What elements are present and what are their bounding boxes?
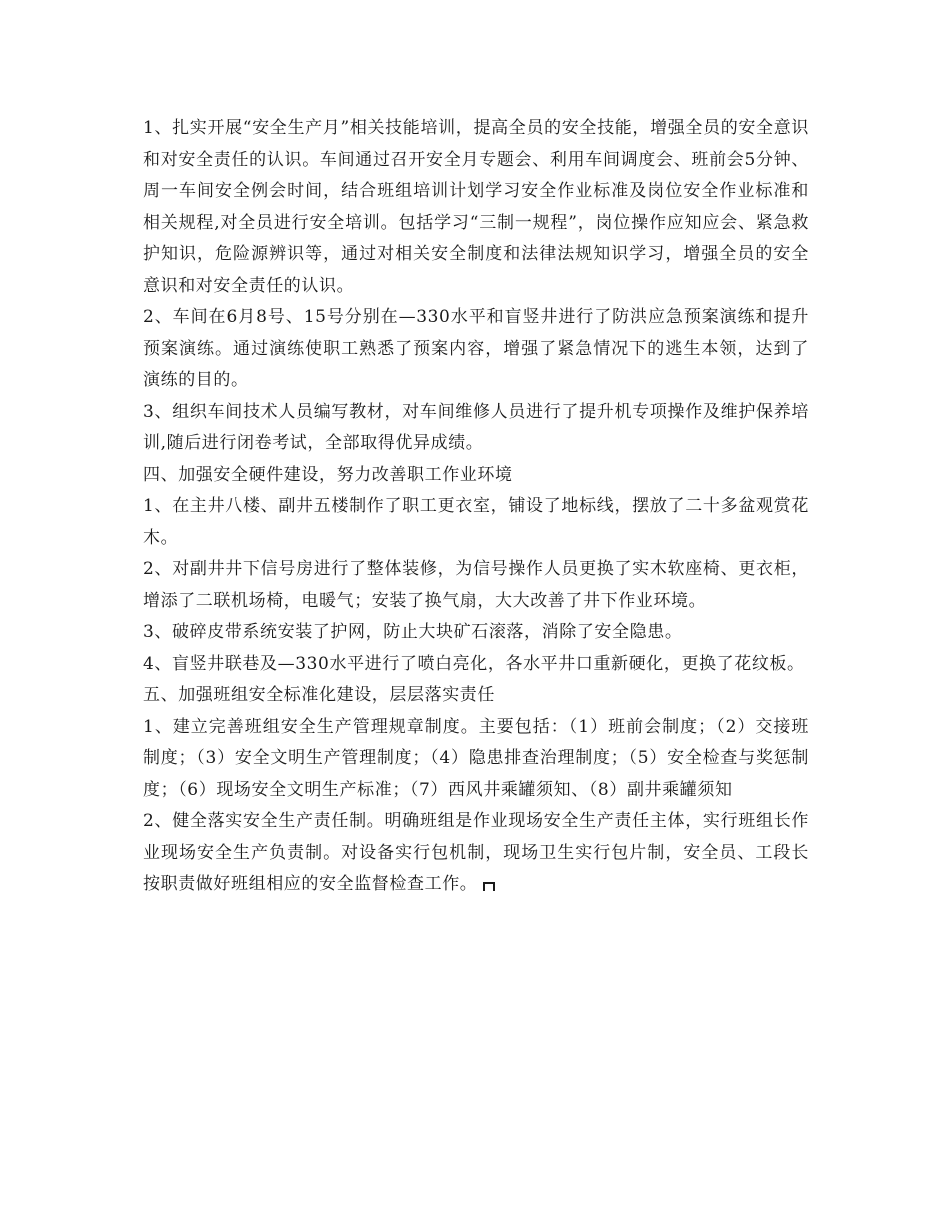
- paragraph-responsibility: [143, 806, 809, 901]
- paragraph-locker-room: 1、在主井八楼、副井五楼制作了职工更衣室，铺设了地标线，摆放了二十多盆观赏花木。: [143, 496, 809, 548]
- paragraph-signal-room: 2、对副井井下信号房进行了整体装修，为信号操作人员更换了实木软座椅、更衣柜，增添了二联机场椅，电暖气；安装了换气扇，大大改善了井下作业环境。: [143, 559, 809, 611]
- bracket-mark-icon: [483, 882, 495, 891]
- paragraph-responsibility-text: 2、健全落实安全生产责任制。明确班组是作业现场安全生产责任主体，实行班组长作业现场安全生产负责制。对设备实行包机制，现场卫生实行包片制，安全员、工段长按职责做好班组相应的安全监督检查工作。: [143, 811, 809, 894]
- paragraph-rules: 1、建立完善班组安全生产管理规章制度。主要包括：（1）班前会制度；（2）交接班制度；（3）安全文明生产管理制度；（4）隐患排查治理制度；（5）安全检查与奖惩制度；（6）现场安全文明生产标准；（7）西风井乘罐须知、（8）副井乘罐须知: [143, 716, 809, 800]
- section-heading-hardware: 四、加强安全硬件建设，努力改善职工作业环境: [143, 464, 513, 485]
- document-body: [143, 113, 809, 901]
- section-heading-team-standardization: 五、加强班组安全标准化建设，层层落实责任: [143, 685, 495, 705]
- paragraph-conveyor-net: 3、破碎皮带系统安装了护网，防止大块矿石滚落，消除了安全隐患。: [143, 622, 683, 642]
- paragraph-shaft-whitening: 4、盲竖井联巷及—330水平进行了喷白亮化，各水平井口重新硬化，更换了花纹板。: [143, 653, 805, 674]
- paragraph-maintenance-training: 3、组织车间技术人员编写教材，对车间维修人员进行了提升机专项操作及维护保养培训,随后进行闭卷考试，全部取得优异成绩。: [143, 401, 809, 453]
- paragraph-training: 1、扎实开展“安全生产月”相关技能培训，提高全员的安全技能，增强全员的安全意识和对安全责任的认识。车间通过召开安全月专题会、利用车间调度会、班前会5分钟、周一车间安全例会时间，结合班组培训计划学习安全作业标准及岗位安全作业标准和相关规程,对全员进行安全培训。包括学习“三制一规程”，岗位操作应知应会、紧急救护知识，危险源辨识等，通过对相关安全制度和法律法规知识学习，增强全员的安全意识和对安全责任的认识。: [143, 118, 809, 296]
- paragraph-drill: 2、车间在6月8号、15号分别在—330水平和盲竖井进行了防洪应急预案演练和提升预案演练。通过演练使职工熟悉了预案内容，增强了紧急情况下的逃生本领，达到了演练的目的。: [143, 307, 809, 390]
